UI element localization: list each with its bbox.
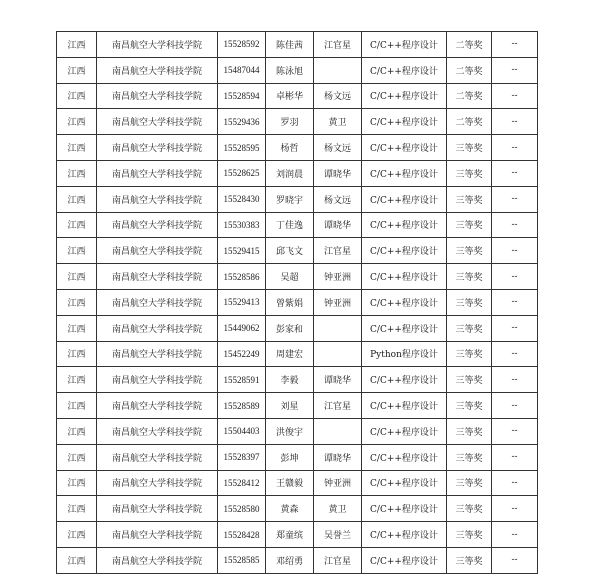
advisor-cell: 江官星 [314, 547, 362, 573]
table-row [57, 264, 538, 290]
student-name-cell: 黄森 [266, 496, 314, 522]
school-cell: 南昌航空大学科技学院 [97, 83, 218, 109]
category-cell: C/C++程序设计 [362, 32, 447, 58]
student-name-cell: 刘星 [266, 393, 314, 419]
award-cell: 三等奖 [447, 212, 492, 238]
school-cell: 南昌航空大学科技学院 [97, 470, 218, 496]
award-cell: 三等奖 [447, 186, 492, 212]
student-name-cell: 周建宏 [266, 341, 314, 367]
category-cell: C/C++程序设计 [362, 444, 447, 470]
student-no-cell: 15529436 [218, 109, 266, 135]
advisor-cell: 谭晓华 [314, 160, 362, 186]
student-no-cell: 15529415 [218, 238, 266, 264]
table-row [57, 341, 538, 367]
student-no-cell: 15528625 [218, 160, 266, 186]
school-cell: 南昌航空大学科技学院 [97, 238, 218, 264]
award-cell: 三等奖 [447, 315, 492, 341]
province-cell: 江西 [57, 32, 97, 58]
student-name-cell: 邓绍勇 [266, 547, 314, 573]
award-cell: 二等奖 [447, 83, 492, 109]
province-cell: 江西 [57, 83, 97, 109]
remark-cell: -- [492, 393, 538, 419]
province-cell: 江西 [57, 547, 97, 573]
table-row [57, 496, 538, 522]
province-cell: 江西 [57, 212, 97, 238]
student-name-cell: 洪俊宇 [266, 418, 314, 444]
award-list-table [56, 31, 538, 574]
student-name-cell: 王赣毅 [266, 470, 314, 496]
student-no-cell: 15528580 [218, 496, 266, 522]
province-cell: 江西 [57, 160, 97, 186]
table-body [57, 32, 538, 574]
category-cell: C/C++程序设计 [362, 186, 447, 212]
student-no-cell: 15452249 [218, 341, 266, 367]
award-cell: 三等奖 [447, 238, 492, 264]
advisor-cell: 谭晓华 [314, 212, 362, 238]
student-name-cell: 吴超 [266, 264, 314, 290]
category-cell: C/C++程序设计 [362, 83, 447, 109]
school-cell: 南昌航空大学科技学院 [97, 315, 218, 341]
remark-cell: -- [492, 238, 538, 264]
advisor-cell: 杨文远 [314, 186, 362, 212]
province-cell: 江西 [57, 418, 97, 444]
advisor-cell [314, 341, 362, 367]
remark-cell: -- [492, 212, 538, 238]
award-cell: 三等奖 [447, 393, 492, 419]
category-cell: C/C++程序设计 [362, 315, 447, 341]
student-no-cell: 15528430 [218, 186, 266, 212]
school-cell: 南昌航空大学科技学院 [97, 32, 218, 58]
category-cell: C/C++程序设计 [362, 238, 447, 264]
province-cell: 江西 [57, 522, 97, 548]
school-cell: 南昌航空大学科技学院 [97, 341, 218, 367]
category-cell: C/C++程序设计 [362, 264, 447, 290]
student-no-cell: 15528586 [218, 264, 266, 290]
student-name-cell: 陈佳茜 [266, 32, 314, 58]
category-cell: C/C++程序设计 [362, 393, 447, 419]
award-cell: 三等奖 [447, 470, 492, 496]
student-no-cell: 15529413 [218, 289, 266, 315]
advisor-cell: 谭晓华 [314, 444, 362, 470]
student-name-cell: 卓彬华 [266, 83, 314, 109]
advisor-cell: 谭晓华 [314, 367, 362, 393]
award-cell: 三等奖 [447, 160, 492, 186]
school-cell: 南昌航空大学科技学院 [97, 289, 218, 315]
school-cell: 南昌航空大学科技学院 [97, 212, 218, 238]
remark-cell: -- [492, 160, 538, 186]
province-cell: 江西 [57, 444, 97, 470]
student-no-cell: 15528585 [218, 547, 266, 573]
table-row [57, 289, 538, 315]
award-cell: 三等奖 [447, 367, 492, 393]
student-no-cell: 15504403 [218, 418, 266, 444]
student-name-cell: 杨哲 [266, 135, 314, 161]
school-cell: 南昌航空大学科技学院 [97, 547, 218, 573]
table-row [57, 83, 538, 109]
province-cell: 江西 [57, 470, 97, 496]
remark-cell: -- [492, 341, 538, 367]
table-row [57, 367, 538, 393]
advisor-cell: 吴誉兰 [314, 522, 362, 548]
category-cell: Python程序设计 [362, 341, 447, 367]
advisor-cell: 黄卫 [314, 109, 362, 135]
remark-cell: -- [492, 57, 538, 83]
table-row [57, 186, 538, 212]
advisor-cell: 杨文远 [314, 135, 362, 161]
student-no-cell: 15528594 [218, 83, 266, 109]
advisor-cell: 钟亚洲 [314, 470, 362, 496]
student-no-cell: 15530383 [218, 212, 266, 238]
student-no-cell: 15528592 [218, 32, 266, 58]
category-cell: C/C++程序设计 [362, 160, 447, 186]
province-cell: 江西 [57, 315, 97, 341]
student-name-cell: 彭坤 [266, 444, 314, 470]
table-row [57, 547, 538, 573]
province-cell: 江西 [57, 341, 97, 367]
category-cell: C/C++程序设计 [362, 418, 447, 444]
category-cell: C/C++程序设计 [362, 109, 447, 135]
category-cell: C/C++程序设计 [362, 135, 447, 161]
province-cell: 江西 [57, 264, 97, 290]
advisor-cell: 江官星 [314, 238, 362, 264]
category-cell: C/C++程序设计 [362, 522, 447, 548]
advisor-cell: 江官星 [314, 32, 362, 58]
category-cell: C/C++程序设计 [362, 57, 447, 83]
student-no-cell: 15528595 [218, 135, 266, 161]
school-cell: 南昌航空大学科技学院 [97, 367, 218, 393]
student-no-cell: 15528428 [218, 522, 266, 548]
category-cell: C/C++程序设计 [362, 496, 447, 522]
award-cell: 三等奖 [447, 496, 492, 522]
category-cell: C/C++程序设计 [362, 470, 447, 496]
category-cell: C/C++程序设计 [362, 367, 447, 393]
table-row [57, 470, 538, 496]
table-row [57, 160, 538, 186]
award-cell: 二等奖 [447, 32, 492, 58]
remark-cell: -- [492, 547, 538, 573]
table-row [57, 135, 538, 161]
advisor-cell [314, 57, 362, 83]
award-cell: 三等奖 [447, 418, 492, 444]
table-row [57, 32, 538, 58]
table-row [57, 109, 538, 135]
student-name-cell: 丁佳逸 [266, 212, 314, 238]
remark-cell: -- [492, 315, 538, 341]
province-cell: 江西 [57, 109, 97, 135]
award-cell: 三等奖 [447, 289, 492, 315]
award-cell: 三等奖 [447, 444, 492, 470]
remark-cell: -- [492, 83, 538, 109]
remark-cell: -- [492, 522, 538, 548]
award-cell: 三等奖 [447, 341, 492, 367]
province-cell: 江西 [57, 57, 97, 83]
table-row [57, 418, 538, 444]
advisor-cell: 钟亚洲 [314, 289, 362, 315]
province-cell: 江西 [57, 186, 97, 212]
award-cell: 三等奖 [447, 135, 492, 161]
school-cell: 南昌航空大学科技学院 [97, 135, 218, 161]
award-cell: 三等奖 [447, 522, 492, 548]
advisor-cell: 黄卫 [314, 496, 362, 522]
school-cell: 南昌航空大学科技学院 [97, 496, 218, 522]
school-cell: 南昌航空大学科技学院 [97, 186, 218, 212]
advisor-cell [314, 315, 362, 341]
remark-cell: -- [492, 109, 538, 135]
school-cell: 南昌航空大学科技学院 [97, 444, 218, 470]
advisor-cell: 江官星 [314, 393, 362, 419]
school-cell: 南昌航空大学科技学院 [97, 109, 218, 135]
table-row [57, 212, 538, 238]
student-no-cell: 15528591 [218, 367, 266, 393]
advisor-cell: 杨文远 [314, 83, 362, 109]
student-name-cell: 彭家和 [266, 315, 314, 341]
student-name-cell: 郑童缤 [266, 522, 314, 548]
school-cell: 南昌航空大学科技学院 [97, 393, 218, 419]
table-row [57, 315, 538, 341]
advisor-cell [314, 418, 362, 444]
student-no-cell: 15528589 [218, 393, 266, 419]
province-cell: 江西 [57, 496, 97, 522]
student-name-cell: 罗羽 [266, 109, 314, 135]
school-cell: 南昌航空大学科技学院 [97, 160, 218, 186]
table-row [57, 393, 538, 419]
province-cell: 江西 [57, 289, 97, 315]
province-cell: 江西 [57, 238, 97, 264]
remark-cell: -- [492, 367, 538, 393]
table-row [57, 522, 538, 548]
remark-cell: -- [492, 496, 538, 522]
table-row [57, 444, 538, 470]
remark-cell: -- [492, 186, 538, 212]
award-cell: 二等奖 [447, 57, 492, 83]
school-cell: 南昌航空大学科技学院 [97, 57, 218, 83]
remark-cell: -- [492, 264, 538, 290]
remark-cell: -- [492, 470, 538, 496]
student-name-cell: 刘润晨 [266, 160, 314, 186]
school-cell: 南昌航空大学科技学院 [97, 522, 218, 548]
student-name-cell: 李毅 [266, 367, 314, 393]
student-name-cell: 邱飞文 [266, 238, 314, 264]
category-cell: C/C++程序设计 [362, 212, 447, 238]
student-no-cell: 15528412 [218, 470, 266, 496]
award-cell: 三等奖 [447, 264, 492, 290]
advisor-cell: 钟亚洲 [314, 264, 362, 290]
award-cell: 三等奖 [447, 547, 492, 573]
student-no-cell: 15449062 [218, 315, 266, 341]
student-name-cell: 罗晓宇 [266, 186, 314, 212]
table-row [57, 238, 538, 264]
remark-cell: -- [492, 444, 538, 470]
province-cell: 江西 [57, 367, 97, 393]
remark-cell: -- [492, 289, 538, 315]
province-cell: 江西 [57, 393, 97, 419]
remark-cell: -- [492, 32, 538, 58]
award-cell: 二等奖 [447, 109, 492, 135]
remark-cell: -- [492, 418, 538, 444]
province-cell: 江西 [57, 135, 97, 161]
student-no-cell: 15487044 [218, 57, 266, 83]
school-cell: 南昌航空大学科技学院 [97, 264, 218, 290]
category-cell: C/C++程序设计 [362, 547, 447, 573]
student-name-cell: 陈泳旭 [266, 57, 314, 83]
student-no-cell: 15528397 [218, 444, 266, 470]
table-row [57, 57, 538, 83]
category-cell: C/C++程序设计 [362, 289, 447, 315]
remark-cell: -- [492, 135, 538, 161]
school-cell: 南昌航空大学科技学院 [97, 418, 218, 444]
student-name-cell: 曾紫娟 [266, 289, 314, 315]
